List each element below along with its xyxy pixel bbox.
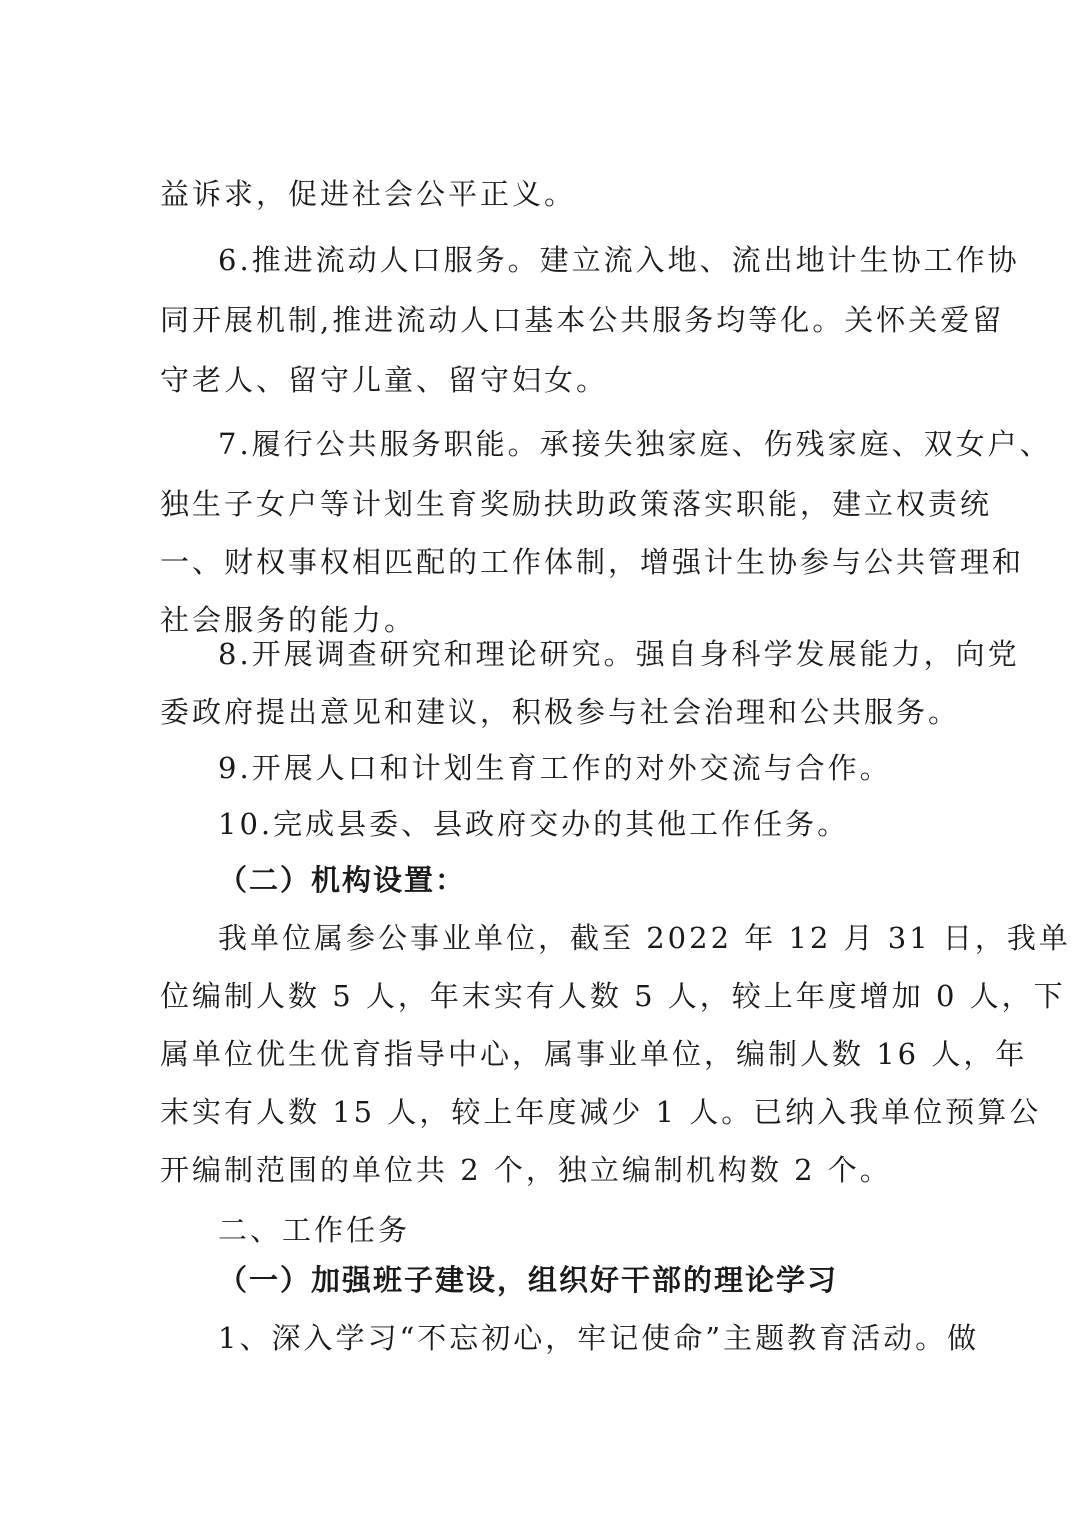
chapter-heading: 二、工作任务: [218, 1213, 411, 1247]
paragraph-line: 1、深入学习“不忘初心，牢记使命”主题教育活动。做: [218, 1321, 980, 1355]
paragraph-line: 位编制人数 5 人，年末实有人数 5 人，较上年度增加 0 人，下: [160, 979, 1066, 1013]
paragraph-line: 开编制范围的单位共 2 个，独立编制机构数 2 个。: [160, 1153, 892, 1187]
paragraph-line: 社会服务的能力。: [160, 603, 417, 637]
section-heading: （一）加强班子建设，组织好干部的理论学习: [218, 1263, 839, 1297]
paragraph-line: 守老人、留守儿童、留守妇女。: [160, 363, 609, 397]
paragraph-line: 我单位属参公事业单位，截至 2022 年 12 月 31 日，我单: [218, 921, 1071, 955]
paragraph-line: 8.开展调查研究和理论研究。强自身科学发展能力，向党: [218, 637, 1020, 671]
section-heading: （二）机构设置：: [218, 863, 467, 897]
paragraph-line: 9.开展人口和计划生育工作的对外交流与合作。: [218, 751, 892, 785]
paragraph-line: 7.履行公共服务职能。承接失独家庭、伤残家庭、双女户、: [218, 427, 1052, 461]
paragraph-line: 委政府提出意见和建议，积极参与社会治理和公共服务。: [160, 695, 961, 729]
paragraph-line: 益诉求，促进社会公平正义。: [160, 177, 577, 211]
paragraph-line: 10.完成县委、县政府交办的其他工作任务。: [218, 807, 850, 841]
paragraph-line: 独生子女户等计划生育奖励扶助政策落实职能，建立权责统: [160, 487, 993, 521]
paragraph-line: 一、财权事权相匹配的工作体制，增强计生协参与公共管理和: [160, 545, 1025, 579]
paragraph-line: 属单位优生优育指导中心，属事业单位，编制人数 16 人，年: [160, 1037, 1028, 1071]
paragraph-line: 末实有人数 15 人，较上年度减少 1 人。已纳入我单位预算公: [160, 1095, 1042, 1129]
paragraph-line: 同开展机制,推进流动人口基本公共服务均等化。关怀关爱留: [160, 303, 1005, 337]
paragraph-line: 6.推进流动人口服务。建立流入地、流出地计生协工作协: [218, 243, 1020, 277]
